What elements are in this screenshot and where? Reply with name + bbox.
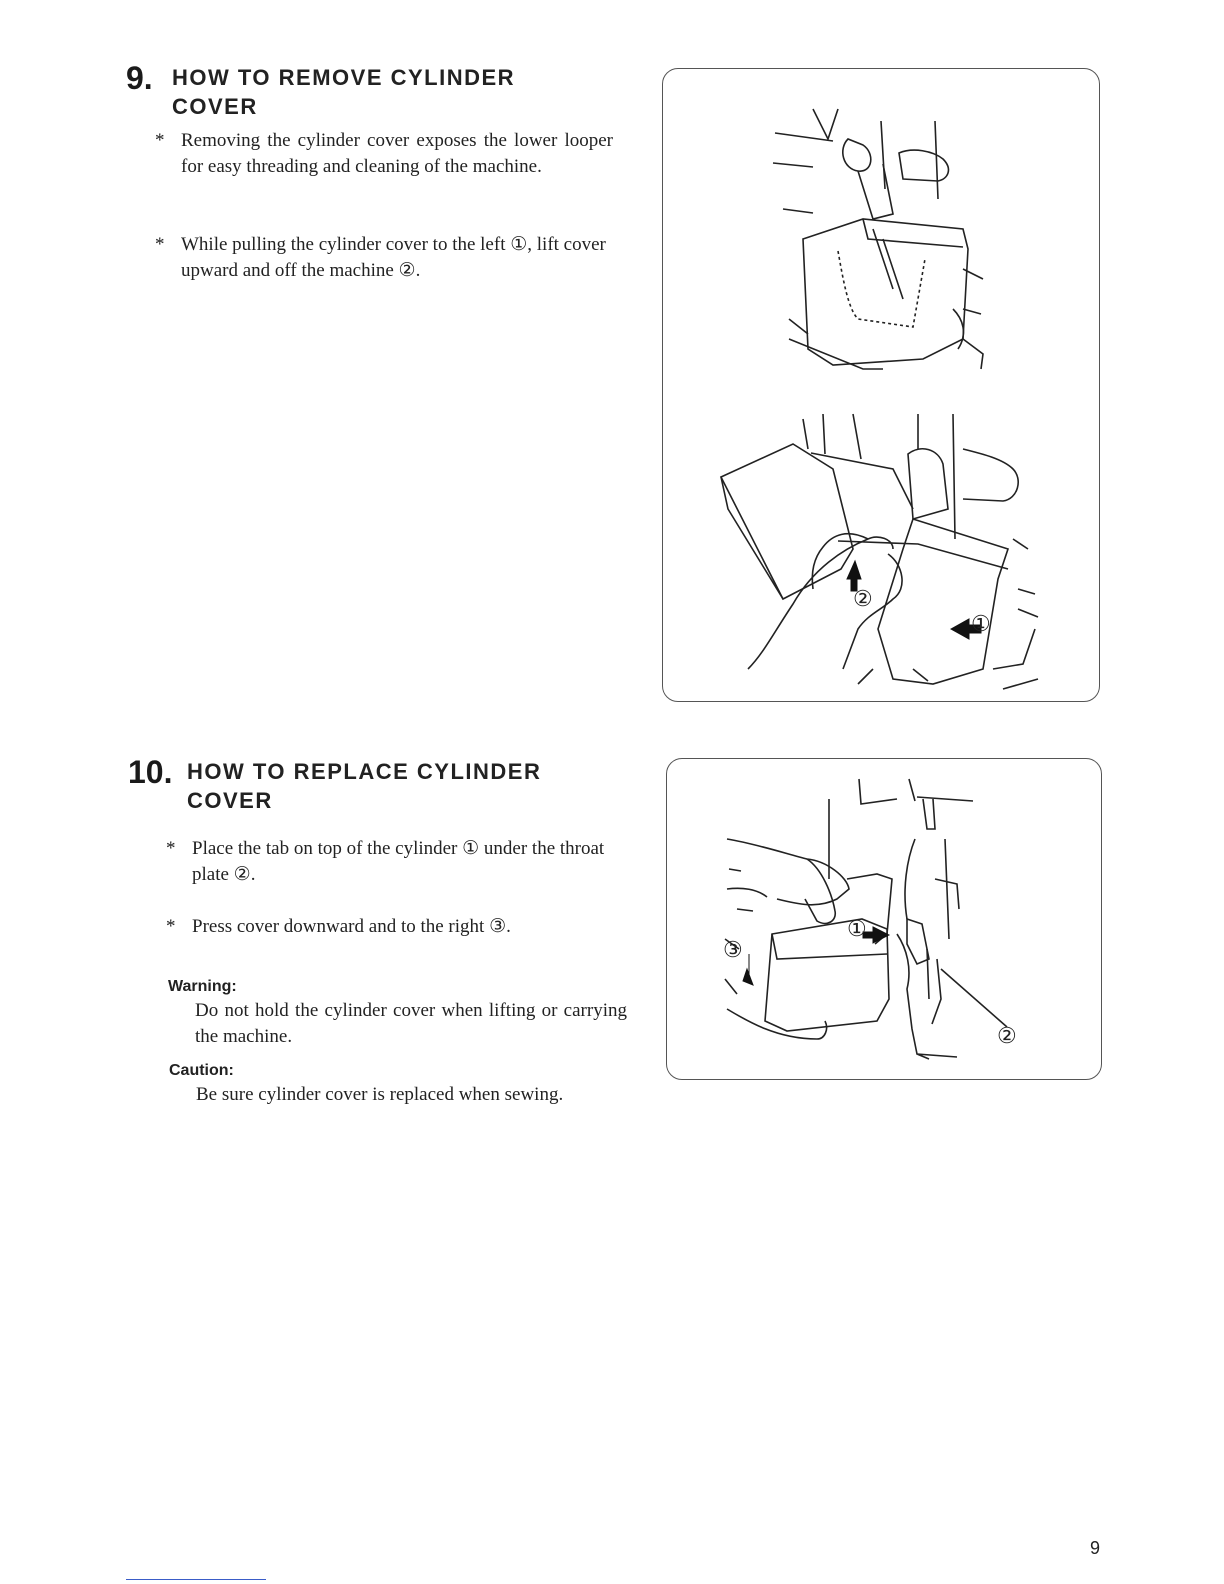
remove-callout-2: ② [853,587,873,612]
bullet-text: Removing the cylinder cover exposes the lower looper for easy threading and cleaning of the machine. [181,130,613,177]
section-9-title-line2: COVER [172,94,258,119]
section-9-title-line1: HOW TO REMOVE CYLINDER [172,65,516,90]
remove-callout-1: ① [971,612,991,637]
figure-replace-cylinder-cover [666,758,1102,1080]
section-9-number: 9. [126,60,153,96]
footer-rule [126,1579,266,1580]
section-9-bullet-2 [155,232,621,284]
bullet-text: Place the tab on top of the cylinder ① under the throat plate ②. [192,838,605,885]
warning-text: Do not hold the cylinder cover when lifting or carrying the machine. [195,1000,627,1047]
replace-callout-1: ① [847,917,867,942]
bullet-text: Press cover downward and to the right ③. [192,916,511,937]
bullet-star: * [166,838,176,859]
bullet-star: * [166,916,176,937]
remove-cover-illustration [663,69,1099,701]
section-10-bullet-2 [166,914,624,940]
replace-cover-illustration [667,759,1101,1079]
section-9-bullet-1 [155,128,613,180]
bullet-star: * [155,130,165,151]
caution-label: Caution: [169,1062,234,1079]
section-10-bullet-1 [166,836,624,888]
warning-label: Warning: [168,978,237,995]
replace-callout-3: ③ [723,938,743,963]
section-10-title-line1: HOW TO REPLACE CYLINDER [187,759,542,784]
page-number: 9 [1089,1538,1100,1558]
section-10-title-line2: COVER [187,788,273,813]
caution-text: Be sure cylinder cover is replaced when sewing. [196,1084,564,1105]
bullet-text: While pulling the cylinder cover to the left ①, lift cover upward and off the machine ②. [181,234,606,281]
replace-callout-2: ② [997,1024,1017,1049]
figure-remove-cylinder-cover [662,68,1100,702]
bullet-star: * [155,234,165,255]
section-10-number: 10. [128,754,173,790]
